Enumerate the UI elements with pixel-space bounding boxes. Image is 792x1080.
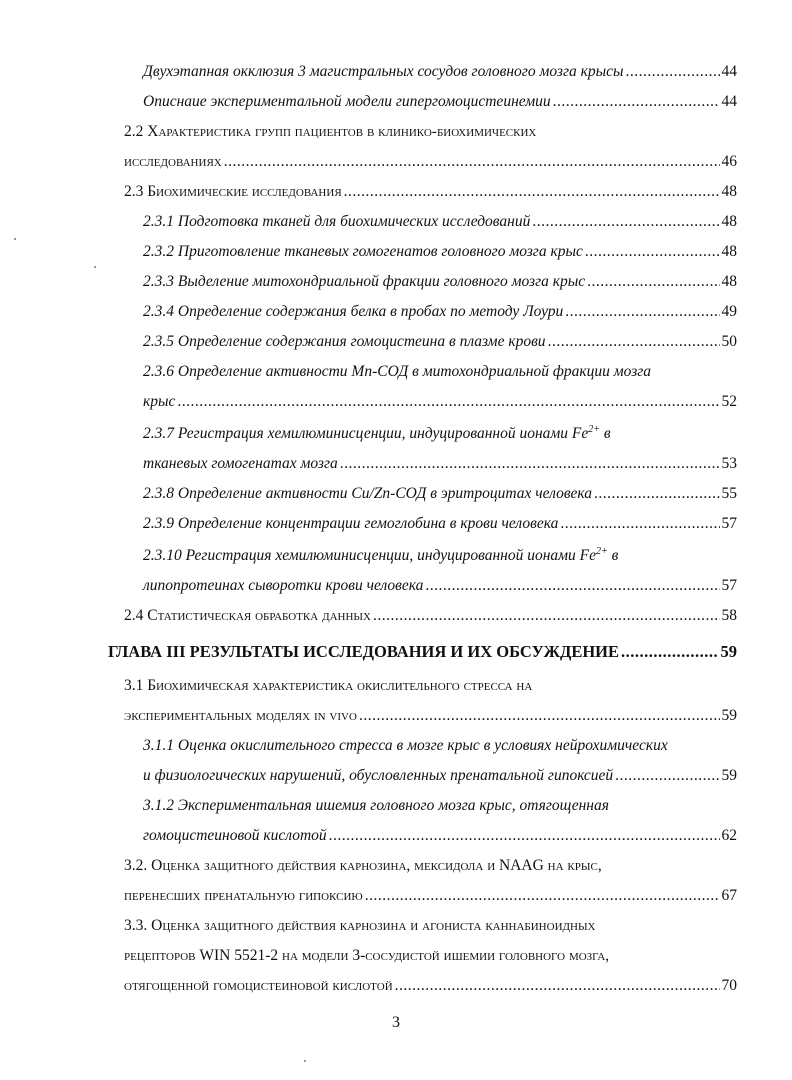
toc-entry [0,236,792,262]
toc-leader [594,484,719,504]
toc-entry [0,910,792,936]
toc-leader [340,454,720,474]
toc-entry [0,296,792,322]
toc-leader [548,332,720,352]
toc-leader [621,642,718,662]
toc-entry [0,326,792,352]
toc-entry-text-main: 2.3.10 Регистрация хемилюминисценции, индуцированной ионами Fe [143,547,597,564]
toc-entry-continuation [0,570,792,596]
toc-entry-continuation [0,448,792,474]
toc-entry-continuation [0,880,792,906]
toc-page-number: 50 [721,333,737,350]
page-number: 3 [392,1014,400,1031]
toc-entry-text: 2.2 Характеристика групп пациентов в клинико-биохимических [124,123,537,140]
toc-entry-text: перенесших пренатальную гипоксию [124,887,363,904]
toc-entry-text: и физиологических нарушений, обусловленных пренатальной гипоксией [143,767,614,784]
toc-entry-text: гомоцистеиновой кислотой [143,827,327,844]
toc-page-number: 55 [721,485,737,502]
toc-leader [615,766,719,786]
toc-entry [0,730,792,756]
scan-speck [14,238,16,240]
toc-chapter-heading [0,636,792,662]
toc-entry-continuation [0,760,792,786]
toc-leader [359,706,720,726]
toc-leader [626,62,720,82]
toc-leader [587,272,719,292]
toc-entry [0,540,792,566]
toc-page-number: 67 [721,887,737,904]
toc-entry-text: 2.4 Статистическая обработка данных [124,607,371,624]
toc-page-number: 57 [721,577,737,594]
toc-entry-text: 2.3.5 Определение содержания гомоцистеина в плазме крови [143,333,546,350]
toc-page-number: 57 [721,515,737,532]
toc-entry-text: 3.2. Оценка защитного действия карнозина, мексидола и NAAG на крыс, [124,857,602,874]
toc-entry [0,86,792,112]
toc-page-number: 58 [721,607,737,624]
toc-entry [0,206,792,232]
superscript: 2+ [588,424,601,435]
toc-leader [553,92,720,112]
toc-entry-text: 3.1 Биохимическая характеристика окислительного стресса на [124,677,533,694]
toc-entry-text: 2.3.6 Определение активности Mn-СОД в митохондриальной фракции мозга [143,363,652,380]
toc-entry-text: исследованиях [124,153,222,170]
toc-entry-text: 3.1.1 Оценка окислительного стресса в мозге крыс в условиях нейрохимических [143,737,668,754]
toc-leader [373,606,720,626]
toc-entry-text: тканевых гомогенатах мозга [143,455,338,472]
toc-entry [0,418,792,444]
toc-entry-text: Описнаие экспериментальной модели гипергомоцистеинемии [143,93,551,110]
toc-entry-continuation [0,700,792,726]
toc-entry [0,790,792,816]
toc-entry [0,670,792,696]
toc-entry [0,56,792,82]
toc-entry-text: 2.3 Биохимические исследования [124,183,342,200]
toc-entry-text: липопротеинах сыворотки крови человека [143,577,424,594]
toc-leader [565,302,719,322]
toc-leader [365,886,720,906]
toc-entry-text: 3.1.2 Экспериментальная ишемия головного мозга крыс, отягощенная [143,797,609,814]
toc-entry [0,600,792,626]
toc-entry-text: 2.3.9 Определение концентрации гемоглобина в крови человека [143,515,559,532]
toc-page-number: 59 [721,767,737,784]
toc-leader [344,182,720,202]
toc-entry [0,850,792,876]
toc-entry [0,508,792,534]
toc-entry-text: ГЛАВА III РЕЗУЛЬТАТЫ ИССЛЕДОВАНИЯ И ИХ ОБСУЖДЕНИЕ [108,642,620,661]
toc-entry-text: 2.3.4 Определение содержания белка в пробах по методу Лоури [143,303,564,320]
toc-page-number: 48 [721,213,737,230]
toc-page-number: 44 [721,63,737,80]
toc-page-number: 52 [721,393,737,410]
toc-page-number: 48 [721,183,737,200]
toc-entry [0,478,792,504]
scan-speck [94,266,96,268]
toc-entry [0,176,792,202]
toc-entry-text: 2.3.3 Выделение митохондриальной фракции головного мозга крыс [143,273,586,290]
toc-entry-continuation [0,386,792,412]
toc-entry-text [143,424,611,444]
toc-page-number: 46 [721,153,737,170]
toc-entry-text [143,546,618,566]
scan-speck [304,1060,306,1062]
toc-leader [585,242,720,262]
toc-page-number: 70 [721,977,737,994]
toc-entry-text: Двухэтапная окклюзия 3 магистральных сосудов головного мозга крысы [143,63,624,80]
toc-entry-continuation [0,940,792,966]
toc-entry-text-main: 2.3.7 Регистрация хемилюминисценции, индуцированной ионами Fe [143,425,589,442]
toc-leader [329,826,720,846]
toc-entry-text-tail: в [600,425,611,442]
toc-entry-text: 2.3.2 Приготовление тканевых гомогенатов головного мозга крыс [143,243,583,260]
toc-leader [532,212,719,232]
toc-entry-text: 2.3.8 Определение активности Cu/Zn-СОД в эритроцитах человека [143,485,593,502]
superscript: 2+ [596,546,608,557]
toc-entry [0,116,792,142]
toc-leader [224,152,720,172]
toc-entry-continuation [0,146,792,172]
toc-leader [560,514,719,534]
toc-leader [395,976,720,996]
toc-entry-continuation [0,970,792,996]
toc-entry-text: экспериментальных моделях in vivo [124,707,357,724]
toc-page-number: 59 [721,707,737,724]
toc-entry-text: крыс [143,393,176,410]
toc-page-number: 44 [721,93,737,110]
toc-entry-text-tail: в [607,547,619,564]
toc-page-number: 49 [721,303,737,320]
toc-page-number: 62 [721,827,737,844]
toc-entry-text: 2.3.1 Подготовка тканей для биохимических исследований [143,213,531,230]
toc-page-number: 53 [721,455,737,472]
toc-entry [0,356,792,382]
toc-entry-continuation [0,820,792,846]
toc-entry [0,266,792,292]
toc-entry-text: 3.3. Оценка защитного действия карнозина и агониста каннабиноидных [124,917,596,934]
toc-page-number: 48 [721,273,737,290]
toc-leader [425,576,719,596]
toc-entry-text: отягощенной гомоцистеиновой кислотой [124,977,393,994]
toc-page-number: 59 [720,642,737,661]
toc-leader [177,392,719,412]
toc-entry-text: рецепторов WIN 5521-2 на модели 3-сосудистой ишемии головного мозга, [124,947,610,964]
toc-page-number: 48 [721,243,737,260]
